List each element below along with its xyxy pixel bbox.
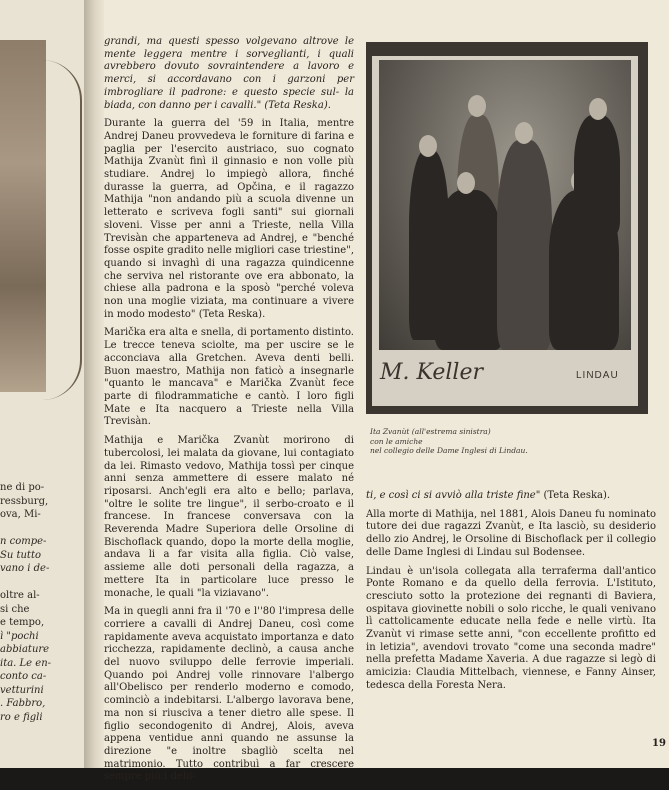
left-column-paragraph-4: Mathija e Marička Zvanùt morirono di tubercolosi, lei malata da giovane, lui contagiato da lei. Rimasto vedovo, Mathija tossì per cinque anni senza ammettere di essere malato né riposarsi. Anch'egli era alto e bello; parlava, "oltre le solite tre lingue", il serbo-croato e il francese. In francese conversava con la Reverenda Madre Superiora delle Orsoline di Bischoflack quando, dopo la morte della moglie, andava li a far visita alla figlia. Ciò valse, assieme alle doti personali della ragazza, a mettere Ita in particolare luce presso le monache, le quali "la viziavano".: [104, 435, 354, 599]
right-column: [366, 490, 656, 699]
left-page-line: ro e figli: [0, 711, 43, 723]
right-page: [104, 0, 669, 783]
left-page-line: abbiature: [0, 644, 50, 655]
caption-line: Ita Zvanùt (all'estrema sinistra): [370, 427, 491, 436]
left-column-paragraph-3: Marička era alta e snella, di portamento distinto. Le trecce teneva sciolte, ma per uscire se le acconciava alla Gretchen. Aveva denti belli. Buon maestro, Mathija non faticò a insegnarle "quanto le mancava" e Marička Zvanùt fece parte di filodrammatiche e cantò. I loro figli Mate e Ita nacquero a Trieste nella Villa Trevisàn.: [104, 327, 354, 428]
left-page-line: Su tutto: [0, 549, 41, 561]
left-page-text: [0, 481, 84, 724]
left-page-line: . Fabbro,: [0, 698, 46, 709]
studio-city: LINDAU: [576, 370, 619, 381]
quote-line: leggera mentre i sorveglianti, i quali avrebbero dovuto: [104, 48, 354, 73]
caption-line: nel collegio delle Dame Inglesi di Lindau.: [370, 446, 528, 455]
left-page-line: oltre al-: [0, 590, 40, 601]
photo-caption: [370, 427, 528, 456]
attribution: (Teta Reska).: [540, 490, 611, 501]
right-column-paragraph-2: Alla morte di Mathija, nel 1881, Alois Daneu fu nominato tutore dei due ragazzi Zvanùt, e Ita lasciò, su desiderio dello zio Andrej, le Orsoline di Bischoflack per il collegio delle Dame Inglesi di Lindau sul Bodensee.: [366, 508, 656, 558]
left-page-line: ì "pochi: [0, 630, 39, 642]
studio-signature: M. Keller: [380, 360, 483, 385]
figure-head: [589, 98, 607, 120]
left-page-line: ressburg,: [0, 495, 49, 507]
figure: [497, 140, 552, 350]
left-page-line: n compe-: [0, 536, 47, 547]
left-column-paragraph-1: [104, 36, 354, 112]
quote-end: ti, e così ci si avviò alla triste fine": [366, 490, 541, 501]
page-number: 19: [652, 738, 666, 749]
quote-line: grandi, ma questi spesso volgevano altrove le mente: [104, 36, 354, 60]
figure: [434, 190, 504, 350]
book-gutter: [84, 0, 106, 768]
left-page-line: vetturini: [0, 684, 44, 696]
left-column-paragraph-2: Durante la guerra del '59 in Italia, mentre Andrej Daneu provvedeva le forniture di farina e paglia per l'esercito austriaco, suo cognato Mathija Zvanùt finì il ginnasio e non volle più studiare. Andrej lo impiegò allora, finché durasse la guerra, ad Opčina, e il ragazzo Mathija "non andando più a scuola divenne un letterato e scriveva fogli santi" sui giornali sloveni. Visse per anni a Trieste, nella Villa Trevisàn che apparteneva ad Andrej, e "benché fosse ospite gradito nelle migliori case triestine", quando si invaghì di una ragazza quindicenne che serviva nel ristorante ove era abbonato, la chiese alla padrona e la sposò "perché voleva non una moglie viziata, ma continuare a vivere in modo modesto" (Teta Reska).: [104, 118, 354, 320]
left-column: [104, 36, 354, 790]
left-page-line: ita. Le en-: [0, 657, 52, 669]
right-column-paragraph-1: [366, 490, 656, 503]
right-column-paragraph-3: Lindau è un'isola collegata alla terraferma dall'antico Ponte Romano e da quello della ferrovia. L'Istituto, cresciuto sotto la protezione dei regnanti di Baviera, ospitava giovinette nobili o solo ricche, le quali venivano lì cattolicamente educate nella fede e nelle virtù. Ita Zvanùt vi rimase sette anni, "con eccellente profitto ed in letizia", avendovi trovato "come una seconda madre" nella prefetta Madame Xaveria. A due ragazze si legò di amicizia: Claudia Mittelbach, viennese, e Fanny Ainser, tedesca della Foresta Nera.: [366, 565, 656, 691]
figure-head: [515, 122, 533, 144]
left-page-line: [0, 522, 84, 536]
left-page-line: si che: [0, 603, 30, 615]
quote-line: garzoni per imbrogliare il padrone: e questo specie sul-: [104, 74, 354, 98]
left-page-line: e tempo,: [0, 617, 45, 628]
figure-head: [457, 172, 475, 194]
group-photograph: [379, 60, 631, 350]
caption-line: con le amiche: [370, 436, 423, 446]
quote-line: sovraintendere a lavoro e merci, si accordavano con i: [104, 61, 354, 86]
left-page: [0, 0, 86, 768]
left-page-photo-edge: [20, 60, 82, 400]
left-page-line: conto ca-: [0, 671, 47, 682]
left-page-line: ne di po-: [0, 482, 45, 493]
quote-line: la biada, con danno per i cavalli." (Teta Reska).: [104, 86, 354, 111]
figure-head: [468, 95, 486, 117]
left-page-line: [0, 576, 84, 590]
left-column-paragraph-5: Ma in quegli anni fra il '70 e l''80 l'impresa delle corriere a cavalli di Andrej Daneu, così come rapidamente aveva acquistato importanza e dato ricchezza, rapidamente declinò, a causa anche del nuovo sviluppo delle ferrovie imperiali. Quando poi Andrej volle rinnovare l'albergo all'Obelisco per renderlo moderno e comodo, cominciò a indebitarsi. L'albergo lavorava bene, ma non si riusciva a tener dietro alle spese. Il figlio secondogenito di Andrej, Alois, aveva appena ventidue anni quando ne assunse la direzione "e inoltre sbagliò scelta nel matrimonio. Tutto contribuì a far crescere sempre più i debi-: [104, 606, 354, 783]
figure: [574, 115, 620, 235]
left-page-line: ova, Mi-: [0, 509, 41, 520]
figure-head: [419, 135, 437, 157]
left-page-line: vano i de-: [0, 563, 50, 574]
